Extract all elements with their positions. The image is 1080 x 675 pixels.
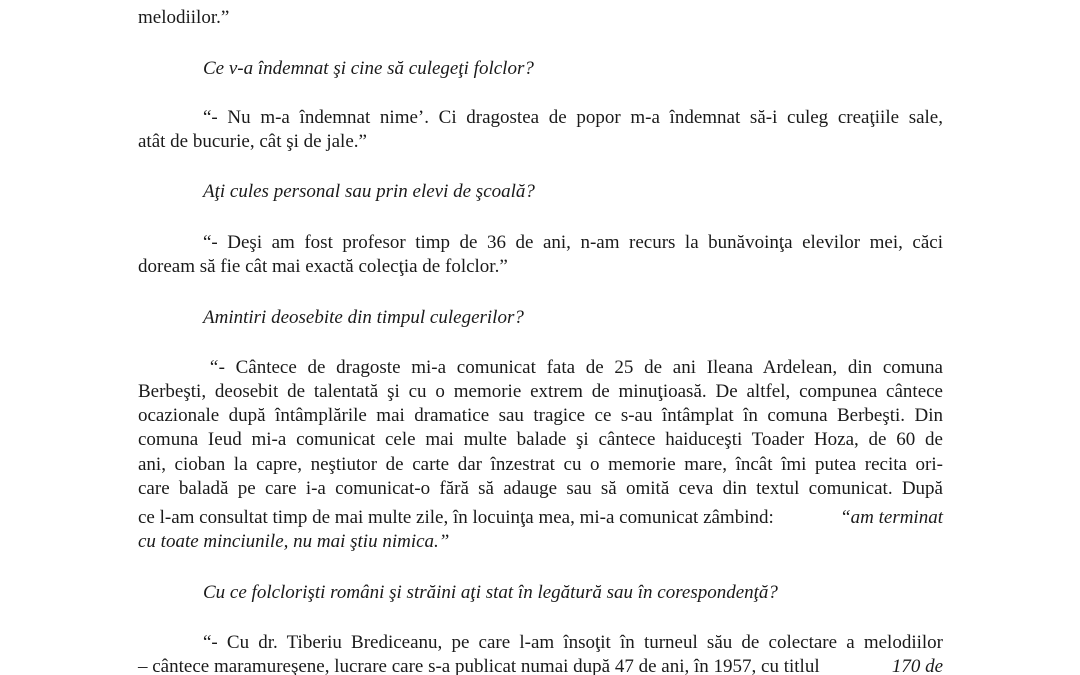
interview-question: Aţi cules personal sau prin elevi de şcoală? bbox=[203, 181, 535, 202]
answer-line: comuna Ieud mi-a comunicat cele mai multe balade şi cântece haiduceşti Toader Hoza, de 60 de bbox=[138, 429, 943, 450]
answer-line: “- Nu m-a îndemnat nime’. Ci dragostea de popor m-a îndemnat să-i culeg creaţiile sale, bbox=[203, 107, 943, 128]
answer-line: ani, cioban la capre, neştiutor de carte dar înzestrat cu o memorie mare, încât îmi putea recita ori- bbox=[138, 454, 943, 475]
text-line: melodiilor.” bbox=[138, 7, 230, 28]
answer-line: Berbeşti, deosebit de talentată şi cu o memorie extrem de minuţioasă. De altfel, compunea cântece bbox=[138, 381, 943, 402]
answer-line: “- Deşi am fost profesor timp de 36 de ani, n-am recurs la bunăvoinţa elevilor mei, căci bbox=[203, 232, 943, 253]
answer-line: ocazionale după întâmplările mai dramatice sau tragice ce s-au întâmplat în comuna Berbeşti. Din bbox=[138, 405, 943, 426]
answer-line bbox=[208, 356, 943, 380]
answer-line: care baladă pe care i-a comunicat-o fără să adauge sau să omită ceva din textul comunicat. După bbox=[138, 478, 943, 499]
quoted-text: “am terminat bbox=[840, 507, 943, 528]
answer-line: atât de bucurie, cât şi de jale.” bbox=[138, 131, 367, 152]
quoted-text: cu toate minciunile, nu mai ştiu nimica.” bbox=[138, 531, 450, 552]
interview-question: Ce v-a îndemnat şi cine să culegeţi folclor? bbox=[203, 58, 534, 79]
answer-line bbox=[138, 506, 943, 530]
opening-quote: “ bbox=[208, 357, 219, 378]
answer-line: “- Cu dr. Tiberiu Brediceanu, pe care l-am însoţit în turneul său de colectare a melodiilor bbox=[203, 632, 943, 653]
interview-question: Amintiri deosebite din timpul culegerilor? bbox=[203, 307, 524, 328]
book-title: 170 de bbox=[891, 656, 943, 675]
interview-question: Cu ce folclorişti români şi străini aţi stat în legătură sau în corespondenţă? bbox=[203, 582, 778, 603]
answer-text: - Cântece de dragoste mi-a comunicat fata de 25 de ani Ileana Ardelean, din comuna bbox=[218, 357, 943, 378]
answer-text: ce l-am consultat timp de mai multe zile, în locuinţa mea, mi-a comunicat zâmbind: bbox=[138, 507, 774, 528]
answer-line: doream să fie cât mai exactă colecţia de folclor.” bbox=[138, 256, 508, 277]
answer-line bbox=[138, 655, 943, 675]
answer-text: – cântece maramureşene, lucrare care s-a publicat numai după 47 de ani, în 1957, cu titlul bbox=[138, 656, 820, 675]
